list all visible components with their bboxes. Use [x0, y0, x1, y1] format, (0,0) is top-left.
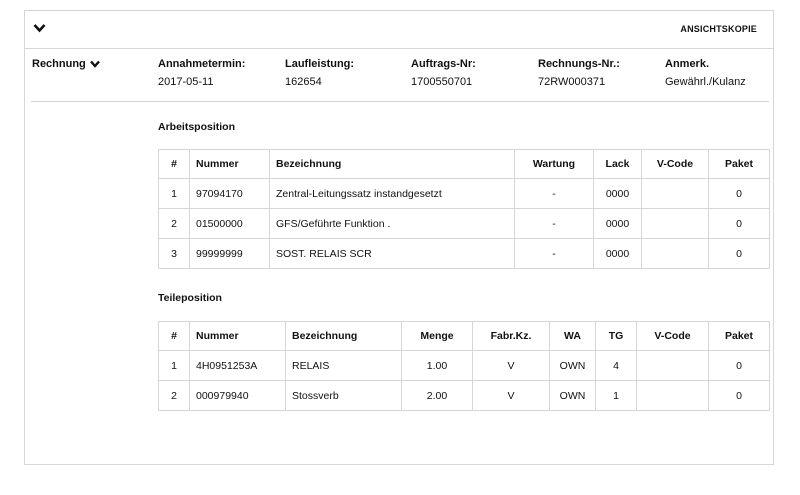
- table-row: [159, 209, 770, 239]
- cell-v-code: [637, 381, 709, 411]
- cell-number: 99999999: [190, 239, 270, 269]
- field-value: 72RW000371: [538, 76, 606, 88]
- cell-lack: 0000: [594, 179, 642, 209]
- cell-number: 97094170: [190, 179, 270, 209]
- col-header: Paket: [709, 150, 770, 179]
- cell-menge: 1.00: [402, 351, 473, 381]
- col-header: V-Code: [637, 322, 709, 351]
- chevron-down-icon: [90, 60, 100, 68]
- field-laufleistung: [285, 58, 354, 88]
- col-header: #: [159, 322, 190, 351]
- cell-tg: 4: [596, 351, 637, 381]
- labor-section-title: Arbeitsposition: [158, 121, 236, 133]
- cell-tg: 1: [596, 381, 637, 411]
- table-row: [159, 239, 770, 269]
- col-header: Wartung: [515, 150, 594, 179]
- field-annahmetermin: [158, 58, 245, 88]
- cell-description: GFS/Geführte Funktion .: [270, 209, 515, 239]
- cell-number: 01500000: [190, 209, 270, 239]
- field-value: 162654: [285, 76, 322, 88]
- cell-fabr-kz: V: [473, 381, 550, 411]
- table-row: [159, 381, 770, 411]
- invoice-panel: [24, 10, 774, 465]
- col-header: Paket: [709, 322, 770, 351]
- field-label: Annahmetermin:: [158, 58, 246, 70]
- field-anmerk: [665, 58, 746, 88]
- cell-number: 4H0951253A: [190, 351, 286, 381]
- cell-number: 000979940: [190, 381, 286, 411]
- cell-index: 3: [159, 239, 190, 269]
- table-header-row: [159, 150, 770, 179]
- cell-index: 1: [159, 351, 190, 381]
- cell-v-code: [637, 351, 709, 381]
- cell-paket: 0: [709, 351, 770, 381]
- invoice-toggle-label: Rechnung: [32, 58, 86, 70]
- field-rechnungs-nr: [538, 58, 620, 88]
- cell-wartung: -: [515, 179, 594, 209]
- cell-fabr-kz: V: [473, 351, 550, 381]
- col-header: Bezeichnung: [286, 322, 402, 351]
- panel-header: [25, 11, 773, 49]
- table-row: [159, 351, 770, 381]
- view-copy-button[interactable]: ANSICHTSKOPIE: [680, 24, 757, 34]
- cell-index: 2: [159, 381, 190, 411]
- labor-table: [158, 149, 770, 269]
- cell-paket: 0: [709, 179, 770, 209]
- col-header: Nummer: [190, 150, 270, 179]
- field-label: Rechnungs-Nr.:: [538, 58, 620, 70]
- col-header: TG: [596, 322, 637, 351]
- cell-index: 2: [159, 209, 190, 239]
- col-header: V-Code: [642, 150, 709, 179]
- parts-table: [158, 321, 770, 411]
- field-auftrags-nr: [411, 58, 476, 88]
- cell-paket: 0: [709, 239, 770, 269]
- col-header: Fabr.Kz.: [473, 322, 550, 351]
- cell-paket: 0: [709, 209, 770, 239]
- cell-description: RELAIS: [286, 351, 402, 381]
- col-header: Lack: [594, 150, 642, 179]
- table-header-row: [159, 322, 770, 351]
- col-header: Bezeichnung: [270, 150, 515, 179]
- field-value: 2017-05-11: [158, 76, 214, 88]
- table-row: [159, 179, 770, 209]
- cell-description: Zentral-Leitungssatz instandgesetzt: [270, 179, 515, 209]
- cell-lack: 0000: [594, 209, 642, 239]
- cell-v-code: [642, 239, 709, 269]
- cell-index: 1: [159, 179, 190, 209]
- invoice-toggle[interactable]: [32, 58, 100, 70]
- cell-description: SOST. RELAIS SCR: [270, 239, 515, 269]
- cell-wa: OWN: [550, 351, 596, 381]
- cell-paket: 0: [709, 381, 770, 411]
- chevron-down-icon[interactable]: [33, 23, 46, 33]
- cell-v-code: [642, 209, 709, 239]
- cell-lack: 0000: [594, 239, 642, 269]
- col-header: Nummer: [190, 322, 286, 351]
- col-header: WA: [550, 322, 596, 351]
- cell-wartung: -: [515, 239, 594, 269]
- col-header: Menge: [402, 322, 473, 351]
- cell-wa: OWN: [550, 381, 596, 411]
- col-header: #: [159, 150, 190, 179]
- field-label: Laufleistung:: [285, 58, 355, 70]
- field-label: Anmerk.: [665, 58, 710, 70]
- cell-wartung: -: [515, 209, 594, 239]
- field-label: Auftrags-Nr:: [411, 58, 476, 70]
- cell-description: Stossverb: [286, 381, 402, 411]
- divider: [31, 101, 769, 102]
- field-value: Gewährl./Kulanz: [665, 76, 746, 88]
- cell-v-code: [642, 179, 709, 209]
- field-value: 1700550701: [411, 76, 473, 88]
- cell-menge: 2.00: [402, 381, 473, 411]
- parts-section-title: Teileposition: [158, 292, 222, 304]
